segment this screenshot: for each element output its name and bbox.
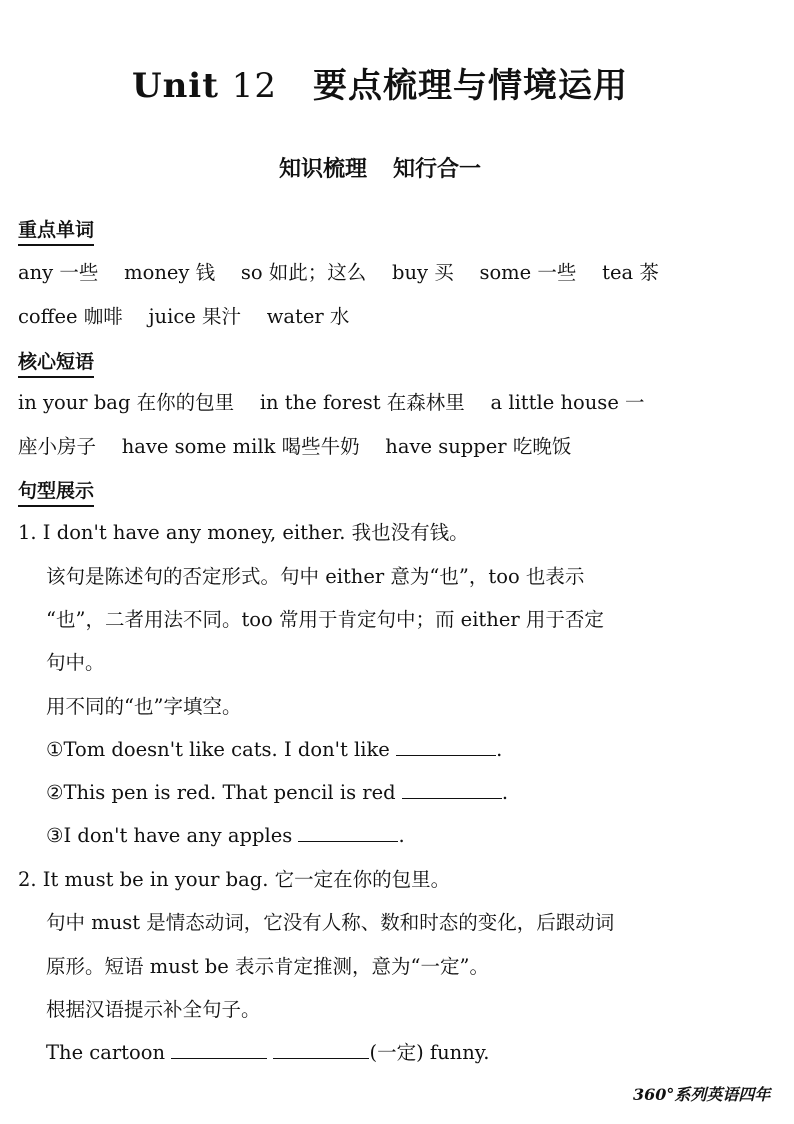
item2-explain-2: 原形。短语 must be 表示肯定推测，意为“一定”。 (46, 955, 489, 978)
words-line-2: coffee 咖啡 juice 果汁 water 水 (18, 305, 350, 328)
subtitle-right: 知行合一 (393, 156, 482, 182)
subtitle-left: 知识梳理 (278, 156, 367, 182)
footer-series: 360°系列英语四年 (633, 1085, 771, 1104)
item1-explain-1: 该句是陈述句的否定形式。句中 either 意为“也”，too 也表示 (46, 565, 585, 588)
title-prefix: Unit (131, 66, 219, 106)
item2-blank-2[interactable] (273, 1040, 369, 1059)
title-chinese: 要点梳理与情境运用 (313, 66, 629, 106)
item1-explain-2: “也”，二者用法不同。too 常用于肯定句中；而 either 用于否定 (46, 608, 604, 631)
item1-explain-3: 句中。 (46, 651, 105, 674)
item1-question-1 (46, 735, 502, 765)
phrases-heading: 核心短语 (18, 350, 94, 378)
item2-sentence: 2. It must be in your bag. 它一定在你的包里。 (18, 868, 451, 891)
item1-instruction: 用不同的“也”字填空。 (46, 695, 242, 718)
item2-question (46, 1038, 489, 1068)
phrases-line-2: 座小房子 have some milk 喝些牛奶 have supper 吃晚饭 (18, 435, 572, 458)
item2-blank-1[interactable] (171, 1040, 267, 1059)
page-title (0, 58, 760, 107)
sentences-heading: 句型展示 (18, 479, 94, 507)
item1-question-2 (46, 778, 508, 808)
q2-text: ②This pen is red. That pencil is red (46, 781, 396, 804)
q3-period: . (398, 824, 405, 847)
title-number: 12 (231, 66, 278, 106)
page-subtitle (0, 152, 760, 183)
item1-sentence: 1. I don't have any money, either. 我也没有钱。 (18, 521, 469, 544)
words-line-1: any 一些 money 钱 so 如此；这么 buy 买 some 一些 tea 茶 (18, 261, 659, 284)
q1-blank[interactable] (396, 737, 496, 756)
words-heading: 重点单词 (18, 218, 94, 246)
item1-question-3 (46, 821, 405, 851)
q1-period: . (496, 738, 503, 761)
q2-period: . (501, 781, 509, 804)
item2-q-suffix: (一定) funny. (369, 1041, 490, 1064)
q2-blank[interactable] (402, 780, 502, 799)
q3-blank[interactable] (298, 823, 398, 842)
item2-q-prefix: The cartoon (46, 1041, 166, 1064)
item2-explain-1: 句中 must 是情态动词，它没有人称、数和时态的变化，后跟动词 (46, 911, 615, 934)
item2-instruction: 根据汉语提示补全句子。 (46, 998, 261, 1021)
q1-text: ①Tom doesn't like cats. I don't like (46, 738, 390, 761)
phrases-line-1: in your bag 在你的包里 in the forest 在森林里 a little house 一 (18, 391, 645, 414)
q3-text: ③I don't have any apples (46, 824, 293, 847)
